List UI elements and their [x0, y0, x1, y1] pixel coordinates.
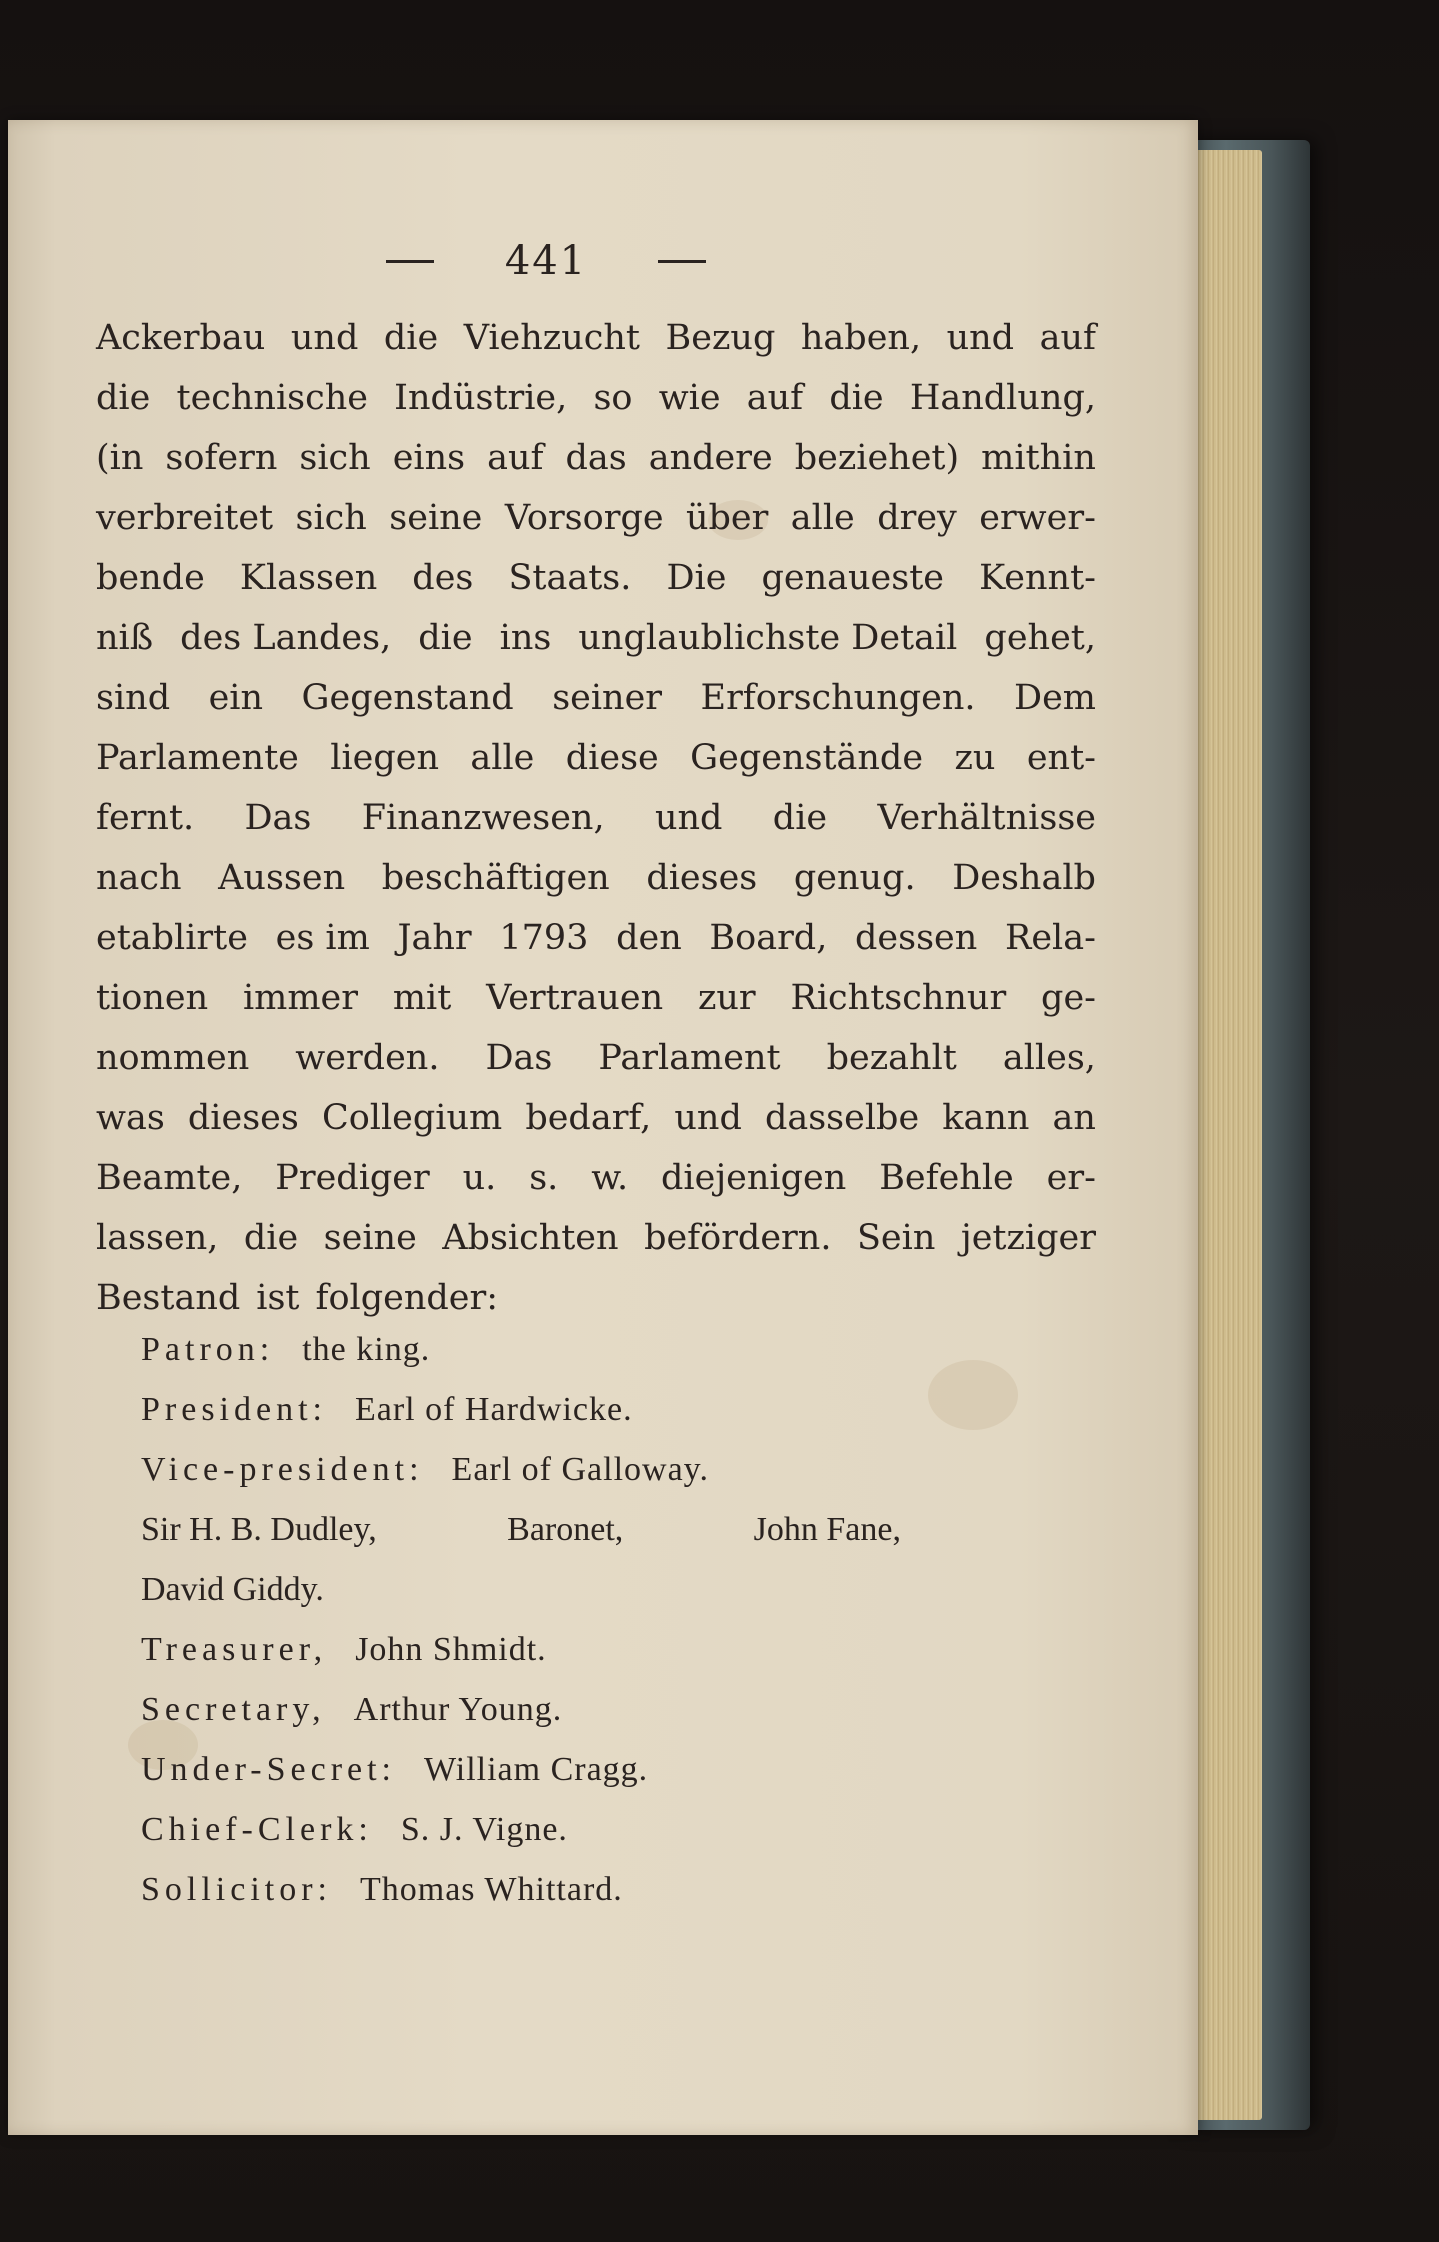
word: zu: [954, 738, 996, 778]
word: erwer-: [979, 498, 1096, 538]
page-header: [386, 238, 706, 284]
word: seine: [323, 1218, 417, 1258]
member-name: David Giddy.: [141, 1571, 324, 1608]
word: Das: [485, 1038, 553, 1078]
member-row: [141, 1500, 901, 1560]
word: verbreitet: [96, 498, 274, 538]
word: gehet,: [984, 618, 1096, 658]
word: die: [243, 1218, 299, 1258]
word: Viehzucht: [463, 318, 641, 358]
word: Handlung,: [909, 378, 1096, 418]
word: Ackerbau: [96, 318, 266, 358]
word: ent-: [1026, 738, 1096, 778]
member-role: Secretary,: [141, 1691, 326, 1728]
word: liegen: [330, 738, 440, 778]
member-name: William Cragg.: [424, 1751, 649, 1788]
member-row: [141, 1740, 1061, 1800]
header-dash-right: [658, 260, 706, 263]
member-name: Sir H. B. Dudley,: [141, 1511, 377, 1548]
text-line: [96, 668, 1096, 728]
text-line: [96, 548, 1096, 608]
word: Richtschnur: [790, 978, 1007, 1018]
word: er-: [1046, 1158, 1096, 1198]
word: befördern.: [644, 1218, 832, 1258]
word: Vertrauen: [486, 978, 664, 1018]
word: s.: [529, 1158, 559, 1198]
word: Rela-: [1004, 918, 1096, 958]
word: so: [593, 378, 633, 418]
member-name: Baronet,: [507, 1511, 624, 1548]
member-role: Treasurer,: [141, 1631, 328, 1668]
word: Vorsorge: [504, 498, 664, 538]
word: Beamte,: [96, 1158, 243, 1198]
member-row: [141, 1320, 1061, 1380]
member-role: Chief-Clerk:: [141, 1811, 373, 1848]
word: Gegenstand: [301, 678, 514, 718]
text-line: [96, 308, 1096, 368]
word: Jahr: [397, 918, 472, 958]
board-member-list: [141, 1320, 1061, 1920]
page-number: 441: [504, 238, 588, 284]
word: Befehle: [879, 1158, 1014, 1198]
word: niß: [96, 618, 154, 658]
word: Staats.: [508, 558, 632, 598]
word: alle: [470, 738, 535, 778]
word: Erforschungen.: [700, 678, 976, 718]
text-line: [96, 608, 1096, 668]
page-content: [96, 120, 1096, 2135]
word: des Landes,: [180, 618, 392, 658]
word: etablirte: [96, 918, 248, 958]
word: Die: [666, 558, 727, 598]
word: u.: [462, 1158, 497, 1198]
member-row: [141, 1560, 901, 1620]
word: auf: [746, 378, 804, 418]
word: Sein: [856, 1218, 936, 1258]
word: den: [616, 918, 682, 958]
text-line: [96, 428, 1096, 488]
word: eins: [392, 438, 466, 478]
word: unglaublichste Detail: [578, 618, 958, 658]
word: bende: [96, 558, 205, 598]
word: ins: [499, 618, 552, 658]
word: Verhältnisse: [877, 798, 1096, 838]
word: jetziger: [960, 1218, 1096, 1258]
word: andere: [648, 438, 773, 478]
member-name: Arthur Young.: [353, 1691, 563, 1728]
member-name: Thomas Whittard.: [360, 1871, 623, 1908]
word: auf: [1039, 318, 1096, 358]
word: über: [685, 498, 769, 538]
word: Klassen: [239, 558, 378, 598]
text-line: [96, 488, 1096, 548]
word: beschäftigen: [381, 858, 610, 898]
word: diejenigen: [661, 1158, 847, 1198]
word: dessen: [855, 918, 978, 958]
member-role: President:: [141, 1391, 327, 1428]
member-role: Vice-president:: [141, 1451, 424, 1488]
text-line: [96, 968, 1096, 1028]
word: drey: [877, 498, 957, 538]
word: ein: [208, 678, 264, 718]
word: alle: [790, 498, 855, 538]
word: nach: [96, 858, 182, 898]
member-name: John Shmidt.: [355, 1631, 547, 1668]
text-line: [96, 908, 1096, 968]
word: Deshalb: [952, 858, 1096, 898]
word: mit: [392, 978, 452, 1018]
word: und: [290, 318, 359, 358]
word: Parlament: [598, 1038, 781, 1078]
text-line: [96, 1208, 1096, 1268]
word: und: [654, 798, 723, 838]
member-row: [141, 1680, 1061, 1740]
word: kann: [942, 1098, 1030, 1138]
word: tionen: [96, 978, 209, 1018]
word: Dem: [1014, 678, 1096, 718]
word: Aussen: [218, 858, 346, 898]
word: Prediger: [275, 1158, 430, 1198]
word: die: [418, 618, 473, 658]
word: bezahlt: [826, 1038, 957, 1078]
word: wie: [658, 378, 721, 418]
word: auf: [487, 438, 544, 478]
word: 1793: [499, 918, 589, 958]
word: das: [565, 438, 627, 478]
word: werden.: [295, 1038, 440, 1078]
member-row: [141, 1380, 1061, 1440]
book-page: [8, 120, 1198, 2135]
word: und: [674, 1098, 742, 1138]
word: zur: [697, 978, 756, 1018]
word: sich: [299, 438, 371, 478]
text-line: [96, 848, 1096, 908]
word: Finanzwesen,: [361, 798, 605, 838]
word: Absichten: [442, 1218, 619, 1258]
word: Parlamente: [96, 738, 299, 778]
text-line: [96, 1088, 1096, 1148]
member-name: S. J. Vigne.: [400, 1811, 568, 1848]
member-role: Under-Secret:: [141, 1751, 397, 1788]
word: genug.: [793, 858, 916, 898]
word: ge-: [1041, 978, 1096, 1018]
word: Board,: [709, 918, 828, 958]
word: Indüstrie,: [394, 378, 568, 418]
word: des: [412, 558, 474, 598]
text-line: [96, 728, 1096, 788]
text-line: [96, 1268, 1096, 1328]
member-row: [141, 1440, 1061, 1500]
word: und: [946, 318, 1015, 358]
word: dieses: [646, 858, 758, 898]
word: dieses: [187, 1098, 299, 1138]
word: w.: [591, 1158, 629, 1198]
text-line: [96, 1028, 1096, 1088]
word: haben,: [800, 318, 922, 358]
word: seine: [389, 498, 483, 538]
member-role: Sollicitor:: [141, 1871, 332, 1908]
word: dasselbe: [764, 1098, 920, 1138]
word: die: [772, 798, 828, 838]
word: die: [829, 378, 884, 418]
member-name: Earl of Galloway.: [451, 1451, 709, 1488]
word: folgender:: [315, 1278, 499, 1318]
member-name: Earl of Hardwicke.: [354, 1391, 633, 1428]
word: Collegium: [321, 1098, 503, 1138]
word: was: [96, 1098, 165, 1138]
member-name: the king.: [302, 1331, 431, 1368]
word: sofern: [165, 438, 278, 478]
body-paragraph: [96, 308, 1096, 1328]
text-line: [96, 1148, 1096, 1208]
word: es im: [275, 918, 370, 958]
word: lassen,: [96, 1218, 219, 1258]
text-line: [96, 368, 1096, 428]
word: Bezug: [665, 318, 776, 358]
member-row: [141, 1620, 1061, 1680]
word: alles,: [1002, 1038, 1096, 1078]
word: immer: [242, 978, 358, 1018]
member-row: [141, 1860, 1061, 1920]
member-name: John Fane,: [753, 1511, 901, 1548]
word: bedarf,: [525, 1098, 652, 1138]
word: Bestand: [96, 1278, 241, 1318]
word: genaueste: [761, 558, 945, 598]
word: ist: [256, 1278, 300, 1318]
word: nommen: [96, 1038, 250, 1078]
member-role: Patron:: [141, 1331, 275, 1368]
word: beziehet): [794, 438, 960, 478]
word: an: [1052, 1098, 1096, 1138]
text-line: [96, 788, 1096, 848]
word: Das: [244, 798, 312, 838]
word: (in: [96, 438, 144, 478]
word: Kennt-: [979, 558, 1096, 598]
member-row: [141, 1800, 1061, 1860]
word: mithin: [981, 438, 1096, 478]
word: die: [383, 318, 439, 358]
word: fernt.: [96, 798, 195, 838]
header-dash-left: [386, 260, 434, 263]
word: technische: [176, 378, 368, 418]
word: die: [96, 378, 151, 418]
word: sich: [295, 498, 367, 538]
word: sind: [96, 678, 171, 718]
word: seiner: [552, 678, 663, 718]
word: diese: [565, 738, 659, 778]
word: Gegenstände: [690, 738, 924, 778]
